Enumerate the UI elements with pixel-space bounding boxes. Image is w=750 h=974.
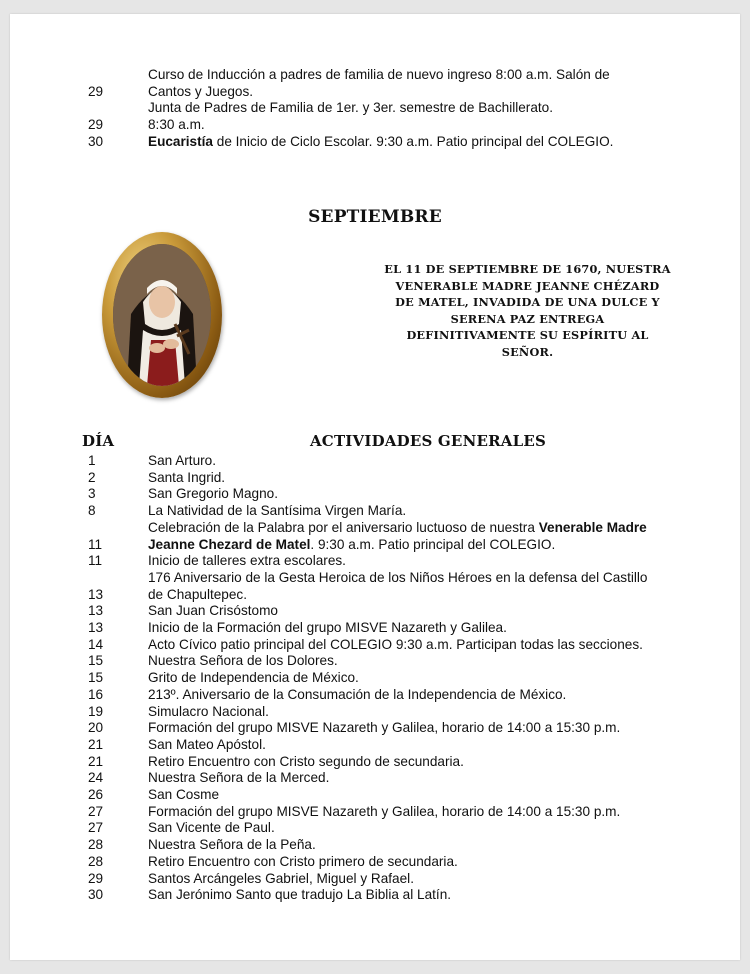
activity-text (148, 134, 698, 151)
plain-text: Retiro Encuentro con Cristo primero de secundaria. (148, 853, 458, 869)
list-item (10, 486, 740, 503)
day-number: 24 (88, 770, 104, 786)
day-number: 21 (88, 736, 104, 752)
activities-column-header: ACTIVIDADES GENERALES (309, 432, 547, 450)
plain-text: Cantos y Juegos. (148, 83, 254, 99)
activity-text (148, 887, 698, 904)
quote-line: DE MATEL, INVADIDA DE UNA DULCE Y (395, 295, 660, 309)
plain-text: Nuestra Señora de la Peña. (148, 837, 316, 853)
day-number: 20 (88, 720, 104, 736)
activity-text (148, 704, 698, 721)
plain-text: 8:30 a.m. (148, 117, 205, 133)
day-number: 1 (88, 453, 96, 468)
list-item (10, 653, 740, 670)
activity-line (148, 117, 698, 134)
plain-text: Santos Arcángeles Gabriel, Miguel y Rafael. (148, 870, 414, 886)
day-number: 14 (88, 636, 104, 652)
plain-text: Retiro Encuentro con Cristo segundo de secundaria. (148, 753, 464, 769)
list-item (10, 804, 740, 821)
quote-line: SERENA PAZ ENTREGA (450, 311, 605, 326)
list-item (10, 687, 740, 704)
day-number: 27 (88, 820, 104, 836)
plain-text: Nuestra Señora de los Dolores. (148, 653, 338, 669)
plain-text: de Inicio de Ciclo Escolar. 9:30 a.m. Patio principal del COLEGIO. (212, 133, 614, 149)
plain-text: La Natividad de la Santísima Virgen María. (148, 503, 407, 519)
plain-text: Junta de Padres de Familia de 1er. y 3er. semestre de Bachillerato. (148, 100, 554, 116)
day-number: 8 (88, 503, 96, 519)
day-number: 16 (88, 686, 104, 702)
plain-text: Grito de Independencia de México. (148, 670, 359, 686)
plain-text: Inicio de la Formación del grupo MISVE Nazareth y Galilea. (148, 620, 507, 636)
list-item (10, 470, 740, 487)
activity-text (148, 553, 698, 570)
day-number: 15 (88, 653, 104, 669)
plain-text: San Mateo Apóstol. (148, 736, 266, 752)
activity-line (148, 670, 698, 687)
activity-line (148, 470, 698, 487)
activity-text (148, 503, 698, 520)
day-number: 27 (88, 803, 104, 819)
activity-text (148, 570, 698, 603)
activity-line (148, 537, 698, 554)
list-item (10, 704, 740, 721)
activity-line (148, 820, 698, 837)
activity-line (148, 871, 698, 888)
activity-text (148, 871, 698, 888)
day-number: 19 (88, 703, 104, 719)
activity-line (148, 653, 698, 670)
activity-line (148, 854, 698, 871)
quote-line: EL 11 DE SEPTIEMBRE DE 1670, NUESTRA (384, 262, 671, 276)
plain-text: Acto Cívico patio principal del COLEGIO 9:30 a.m. Participan todas las secciones. (148, 636, 643, 652)
day-number: 11 (88, 553, 103, 569)
activity-text (148, 770, 698, 787)
day-number: 13 (88, 603, 104, 619)
plain-text: de Chapultepec. (148, 586, 248, 602)
activity-text (148, 670, 698, 687)
bold-text: Eucaristía (148, 133, 213, 149)
activity-line (148, 570, 698, 587)
activity-text (148, 787, 698, 804)
list-item (10, 720, 740, 737)
list-item (10, 871, 740, 888)
death-anniversary-quote (380, 261, 675, 360)
activity-line (148, 637, 698, 654)
quote-line: SEÑOR. (501, 344, 554, 359)
plain-text: Curso de Inducción a padres de familia de nuevo ingreso 8:00 a.m. Salón de (148, 67, 610, 82)
activity-text (148, 820, 698, 837)
bold-text: Jeanne Chezard de Matel (148, 536, 311, 552)
day-number: 28 (88, 853, 104, 869)
list-item (10, 520, 740, 553)
activity-line (148, 453, 698, 470)
list-item (10, 620, 740, 637)
activity-text (148, 100, 698, 133)
activity-text (148, 804, 698, 821)
activity-text (148, 637, 698, 654)
day-number: 30 (88, 887, 104, 903)
activity-text (148, 754, 698, 771)
day-number: 13 (88, 620, 104, 636)
activity-line (148, 587, 698, 604)
activity-line (148, 720, 698, 737)
list-item (10, 820, 740, 837)
plain-text: . 9:30 a.m. Patio principal del COLEGIO. (310, 536, 556, 552)
activity-line (148, 787, 698, 804)
plain-text: San Cosme (148, 787, 220, 803)
day-number: 29 (88, 83, 104, 99)
plain-text: San Vicente de Paul. (148, 820, 275, 836)
activity-line (148, 620, 698, 637)
activity-text (148, 67, 698, 100)
list-item (10, 100, 740, 133)
activity-text (148, 620, 698, 637)
list-item (10, 637, 740, 654)
day-number: 28 (88, 837, 104, 853)
list-item (10, 854, 740, 871)
activity-text (148, 837, 698, 854)
list-item (10, 670, 740, 687)
activity-line (148, 737, 698, 754)
list-item (10, 503, 740, 520)
activity-line (148, 67, 698, 84)
activity-line (148, 887, 698, 904)
plain-text: Simulacro Nacional. (148, 703, 269, 719)
plain-text: Formación del grupo MISVE Nazareth y Galilea, horario de 14:00 a 15:30 p.m. (148, 720, 621, 736)
activity-text (148, 653, 698, 670)
plain-text: Formación del grupo MISVE Nazareth y Galilea, horario de 14:00 a 15:30 p.m. (148, 803, 621, 819)
list-item (10, 570, 740, 603)
quote-line: DEFINITIVAMENTE SU ESPÍRITU AL (406, 328, 649, 342)
list-item (10, 603, 740, 620)
list-item (10, 67, 740, 100)
activity-line (148, 704, 698, 721)
activity-text (148, 687, 698, 704)
previous-month-list (10, 67, 740, 151)
list-item (10, 837, 740, 854)
activity-line (148, 770, 698, 787)
plain-text: 176 Aniversario de la Gesta Heroica de los Niños Héroes en la defensa del Castillo (148, 569, 648, 585)
day-number: 21 (88, 753, 104, 769)
plain-text: Santa Ingrid. (148, 469, 226, 485)
day-column-header: DÍA (82, 432, 115, 450)
list-item (10, 134, 740, 151)
activity-line (148, 134, 698, 151)
plain-text: San Jerónimo Santo que tradujo La Biblia al Latín. (148, 887, 452, 903)
activity-line (148, 520, 698, 537)
activity-line (148, 503, 698, 520)
nun-portrait-icon (102, 232, 222, 398)
day-number: 29 (88, 117, 104, 133)
plain-text: San Juan Crisóstomo (148, 603, 278, 619)
bold-text: Venerable Madre (538, 519, 647, 535)
activity-text (148, 737, 698, 754)
activity-text (148, 854, 698, 871)
activity-text (148, 470, 698, 487)
plain-text: San Gregorio Magno. (148, 486, 278, 502)
activity-line (148, 837, 698, 854)
day-number: 2 (88, 469, 96, 485)
day-number: 11 (88, 536, 103, 552)
activity-text (148, 520, 698, 553)
activity-line (148, 603, 698, 620)
plain-text: 213º. Aniversario de la Consumación de la Independencia de México. (148, 686, 567, 702)
plain-text: Celebración de la Palabra por el aniversario luctuoso de nuestra (148, 519, 539, 535)
activity-text (148, 720, 698, 737)
document-page (10, 14, 740, 960)
activity-text (148, 486, 698, 503)
day-number: 13 (88, 586, 104, 602)
list-item (10, 770, 740, 787)
day-number: 26 (88, 787, 104, 803)
list-item (10, 453, 740, 470)
activity-line (148, 687, 698, 704)
activity-text (148, 453, 698, 470)
plain-text: Inicio de talleres extra escolares. (148, 553, 346, 569)
activity-text (148, 603, 698, 620)
day-number: 30 (88, 133, 104, 149)
plain-text: Nuestra Señora de la Merced. (148, 770, 330, 786)
list-item (10, 754, 740, 771)
activity-line (148, 84, 698, 101)
list-item (10, 737, 740, 754)
day-number: 3 (88, 486, 96, 502)
list-item (10, 787, 740, 804)
activities-list (10, 453, 740, 904)
day-number: 29 (88, 870, 104, 886)
quote-line: VENERABLE MADRE JEANNE CHÉZARD (395, 278, 660, 293)
activity-line (148, 100, 698, 117)
list-item (10, 887, 740, 904)
list-item (10, 553, 740, 570)
day-number: 15 (88, 670, 104, 686)
activity-line (148, 486, 698, 503)
plain-text: San Arturo. (148, 453, 217, 468)
activity-line (148, 804, 698, 821)
month-title: SEPTIEMBRE (308, 207, 442, 227)
activity-line (148, 553, 698, 570)
activity-line (148, 754, 698, 771)
